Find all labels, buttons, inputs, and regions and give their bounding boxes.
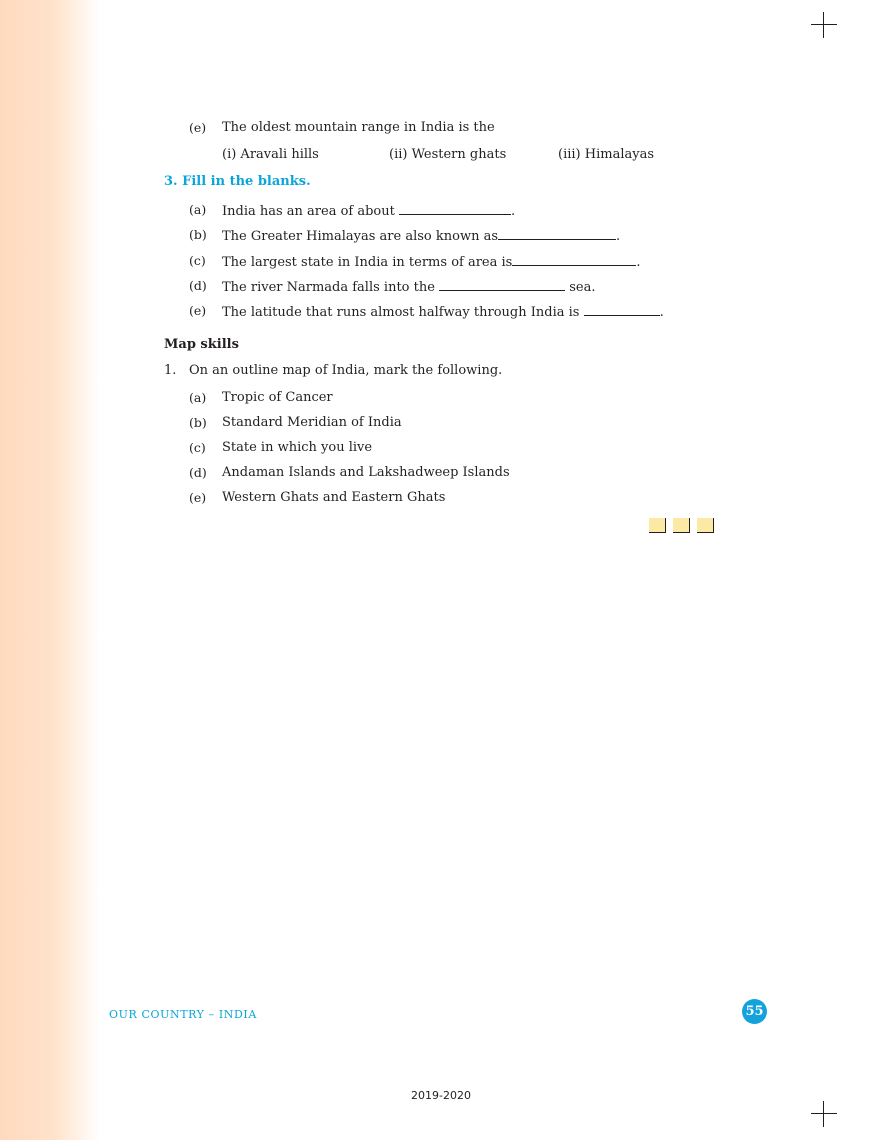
item-label: (e): [189, 303, 207, 318]
item-label: (c): [189, 253, 206, 268]
map-item-text: Tropic of Cancer: [222, 390, 333, 405]
item-label: (e): [189, 120, 207, 135]
end-box: [673, 518, 690, 533]
instruction-number: 1.: [164, 363, 177, 378]
footer-year: 2019-2020: [411, 1089, 471, 1102]
instruction-text: On an outline map of India, mark the following.: [189, 363, 503, 378]
page-margin-band: [0, 0, 100, 1140]
blank-line: [399, 202, 511, 215]
map-item-text: Standard Meridian of India: [222, 415, 402, 430]
item-label: (c): [189, 440, 206, 455]
item-label: (b): [189, 415, 207, 430]
blank-line: [512, 253, 636, 266]
item-label: (b): [189, 227, 207, 242]
item-label: (a): [189, 390, 207, 405]
option-2: (ii) Western ghats: [389, 147, 507, 162]
fill-blanks-heading: 3. Fill in the blanks.: [164, 174, 311, 189]
blank-item-text: The Greater Himalayas are also known as .: [222, 229, 621, 244]
end-box: [649, 518, 666, 533]
map-item-text: Andaman Islands and Lakshadweep Islands: [222, 465, 510, 480]
blank-item-text: India has an area of about .: [222, 204, 516, 219]
map-skills-heading: Map skills: [164, 337, 239, 352]
blank-line: [439, 278, 565, 291]
item-label: (a): [189, 202, 207, 217]
map-item-text: Western Ghats and Eastern Ghats: [222, 490, 446, 505]
item-label: (d): [189, 465, 207, 480]
blank-item-text: The latitude that runs almost halfway through India is .: [222, 305, 664, 320]
page-number-badge: 55: [742, 999, 767, 1024]
chapter-end-boxes: [649, 518, 714, 533]
item-label: (e): [189, 490, 207, 505]
crop-mark-top-right: [811, 12, 837, 38]
footer-chapter-title: OUR COUNTRY – INDIA: [109, 1008, 257, 1021]
option-3: (iii) Himalayas: [558, 147, 654, 162]
item-label: (d): [189, 278, 207, 293]
blank-item-text: The river Narmada falls into the sea.: [222, 280, 596, 295]
blank-item-text: The largest state in India in terms of area is .: [222, 255, 641, 270]
map-item-text: State in which you live: [222, 440, 373, 455]
blank-line: [498, 227, 616, 240]
end-box: [697, 518, 714, 533]
option-1: (i) Aravali hills: [222, 147, 319, 162]
crop-mark-bottom-right: [811, 1101, 837, 1127]
question-text: The oldest mountain range in India is the: [222, 120, 495, 135]
blank-line: [584, 303, 660, 316]
